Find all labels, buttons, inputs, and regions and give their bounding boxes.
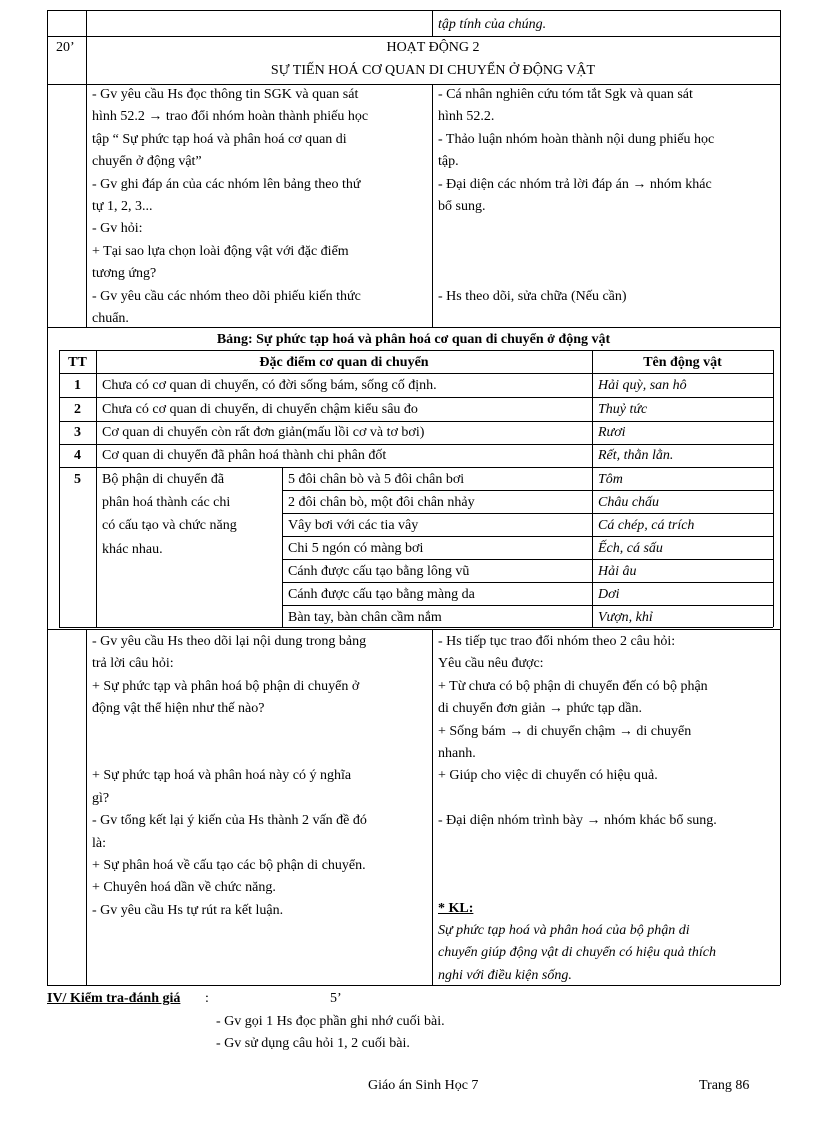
student-line: + Sống bám → di chuyển chậm → di chuyển <box>438 723 692 739</box>
student-line: bổ sung. <box>438 198 486 214</box>
assessment-item: - Gv gọi 1 Hs đọc phần ghi nhớ cuối bài. <box>216 1014 445 1029</box>
student-line: hình 52.2. <box>438 109 495 125</box>
student-line: - Đại diện nhóm trình bày → nhóm khác bổ sung. <box>438 813 717 829</box>
assessment-colon: : <box>205 991 209 1006</box>
group-line: Bộ phận di chuyển đã <box>102 472 225 487</box>
teacher-line: là: <box>92 835 106 851</box>
student-line: + Giúp cho việc di chuyển có hiệu quả. <box>438 768 658 784</box>
teacher-line: + Chuyên hoá dần về chức năng. <box>92 880 276 896</box>
activity-title: HOẠT ĐỘNG 2 <box>386 40 480 55</box>
conclusion-line: chuyển giúp động vật di chuyển có hiệu quả thích <box>438 945 716 961</box>
teacher-line: tự 1, 2, 3... <box>92 198 153 214</box>
student-line <box>438 218 778 240</box>
row-tt: 1 <box>74 378 81 393</box>
teacher-line: tương ứng? <box>92 266 157 282</box>
row-feature: Chưa có cơ quan di chuyển, có đời sống bám, sống cố định. <box>102 378 437 393</box>
sub-feature: Chi 5 ngón có màng bơi <box>288 541 424 556</box>
teacher-line: - Gv yêu cầu các nhóm theo dõi phiếu kiến thức <box>92 288 361 304</box>
sub-feature: Cánh được cấu tạo bằng màng da <box>288 587 475 602</box>
sub-feature: 2 đôi chân bò, một đôi chân nhảy <box>288 495 475 510</box>
student-line: - Cá nhân nghiên cứu tóm tắt Sgk và quan sát <box>438 87 693 102</box>
page-number: Trang 86 <box>699 1078 750 1093</box>
row5-group-text <box>102 468 280 561</box>
teacher-line: gì? <box>92 790 110 806</box>
student-line: nhanh. <box>438 745 476 761</box>
teacher-line: động vật thể hiện như thế nào? <box>92 701 265 717</box>
teacher-line: - Gv yêu cầu Hs tự rút ra kết luận. <box>92 902 284 918</box>
header-tt: TT <box>68 355 87 370</box>
teacher-line: chuẩn. <box>92 310 129 326</box>
sub-feature: 5 đôi chân bò và 5 đôi chân bơi <box>288 472 465 487</box>
conclusion-text <box>438 920 778 987</box>
sub-feature: Cánh được cấu tạo bằng lông vũ <box>288 564 470 579</box>
activity-time: 20’ <box>56 40 75 55</box>
student-discussion-text <box>438 631 778 833</box>
teacher-line: chuyển ở động vật” <box>92 154 202 170</box>
group-line: phân hoá thành các chi <box>102 495 231 511</box>
teacher-discussion-text <box>92 631 430 922</box>
teacher-line: + Sự phức tạp và phân hoá bộ phận di chuyển ở <box>92 678 360 694</box>
conclusion-line: nghi với điều kiện sống. <box>438 967 572 983</box>
sub-animal: Châu chấu <box>598 495 660 510</box>
row-tt: 3 <box>74 425 81 440</box>
student-activity-text <box>438 84 778 308</box>
sub-animal: Hải âu <box>598 564 637 579</box>
teacher-line: - Gv tổng kết lại ý kiến của Hs thành 2 vấn đề đó <box>92 813 367 829</box>
assessment-item: - Gv sử dụng câu hỏi 1, 2 cuối bài. <box>216 1036 410 1051</box>
row-tt: 5 <box>74 472 81 487</box>
row-feature: Cơ quan di chuyển còn rất đơn giản(mấu lồi cơ và tơ bơi) <box>102 425 425 440</box>
footer-title: Giáo án Sinh Học 7 <box>368 1078 479 1093</box>
teacher-line <box>92 721 430 743</box>
row-feature: Cơ quan di chuyển đã phân hoá thành chi phân đốt <box>102 448 387 463</box>
teacher-line: + Sự phân hoá về cấu tạo các bộ phận di chuyển. <box>92 857 366 873</box>
header-animal: Tên động vật <box>643 355 722 370</box>
row-feature: Chưa có cơ quan di chuyển, di chuyển chậm kiểu sâu đo <box>102 402 418 417</box>
teacher-line <box>92 743 430 765</box>
student-line: - Thảo luận nhóm hoàn thành nội dung phiếu học <box>438 131 715 147</box>
teacher-line: + Sự phức tạp hoá và phân hoá này có ý nghĩa <box>92 768 352 784</box>
sub-animal: Dơi <box>598 587 620 602</box>
sub-animal: Cá chép, cá trích <box>598 518 695 533</box>
conclusion-line: Sự phức tạp hoá và phân hoá của bộ phận di <box>438 923 690 938</box>
table-caption: Bảng: Sự phức tạp hoá và phân hoá cơ quan di chuyển ở động vật <box>216 332 611 347</box>
group-line: có cấu tạo và chức năng <box>102 518 237 534</box>
teacher-line: - Gv ghi đáp án của các nhóm lên bảng theo thứ <box>92 176 361 192</box>
row-animal: Rết, thằn lằn. <box>598 448 674 463</box>
teacher-line: hình 52.2 → trao đổi nhóm hoàn thành phiếu học <box>92 109 369 125</box>
assessment-heading: IV/ Kiểm tra-đánh giá <box>47 991 181 1006</box>
student-line: - Hs tiếp tục trao đổi nhóm theo 2 câu hỏi: <box>438 634 676 649</box>
student-line: Yêu cầu nêu được: <box>438 656 544 672</box>
conclusion-label-text: * KL: <box>438 901 474 916</box>
sub-animal: Ếch, cá sấu <box>598 541 663 556</box>
activity-subtitle: SỰ TIẾN HOÁ CƠ QUAN DI CHUYỂN Ở ĐỘNG VẬT <box>270 63 596 78</box>
teacher-line: trả lời câu hỏi: <box>92 656 174 672</box>
row-animal: Thuỷ tức <box>598 402 648 417</box>
teacher-line: - Gv yêu cầu Hs theo dõi lại nội dung trong bảng <box>92 634 367 649</box>
sub-animal: Vượn, khỉ <box>598 610 653 625</box>
teacher-line: - Gv yêu cầu Hs đọc thông tin SGK và quan sát <box>92 87 359 102</box>
teacher-activity-text <box>92 84 430 330</box>
sub-feature: Vây bơi với các tia vây <box>288 518 419 533</box>
student-line <box>438 241 778 263</box>
row-tt: 2 <box>74 402 81 417</box>
student-line <box>438 263 778 285</box>
teacher-line: - Gv hỏi: <box>92 221 143 237</box>
student-line: - Đại diện các nhóm trả lời đáp án → nhóm khác <box>438 176 712 192</box>
group-line: khác nhau. <box>102 541 163 557</box>
student-line: + Từ chưa có bộ phận di chuyển đến có bộ phận <box>438 678 708 694</box>
header-feature: Đặc điểm cơ quan di chuyển <box>259 355 429 370</box>
row-animal: Hải quỳ, san hô <box>598 378 687 393</box>
student-line: - Hs theo dõi, sửa chữa (Nếu cần) <box>438 288 627 304</box>
row-animal: Rươi <box>598 425 626 440</box>
teacher-line: tập “ Sự phức tạp hoá và phân hoá cơ quan di <box>92 131 347 147</box>
assessment-time: 5’ <box>330 991 342 1006</box>
prev-row-text: tập tính của chúng. <box>438 17 547 32</box>
teacher-line: + Tại sao lựa chọn loài động vật với đặc điểm <box>92 243 349 259</box>
student-line <box>438 788 778 810</box>
row-tt: 4 <box>74 448 81 463</box>
sub-animal: Tôm <box>598 472 623 487</box>
student-line: di chuyển đơn giản → phức tạp dần. <box>438 701 642 717</box>
student-line: tập. <box>438 154 459 170</box>
conclusion-label <box>438 898 473 920</box>
sub-feature: Bàn tay, bàn chân cầm nắm <box>288 610 442 625</box>
